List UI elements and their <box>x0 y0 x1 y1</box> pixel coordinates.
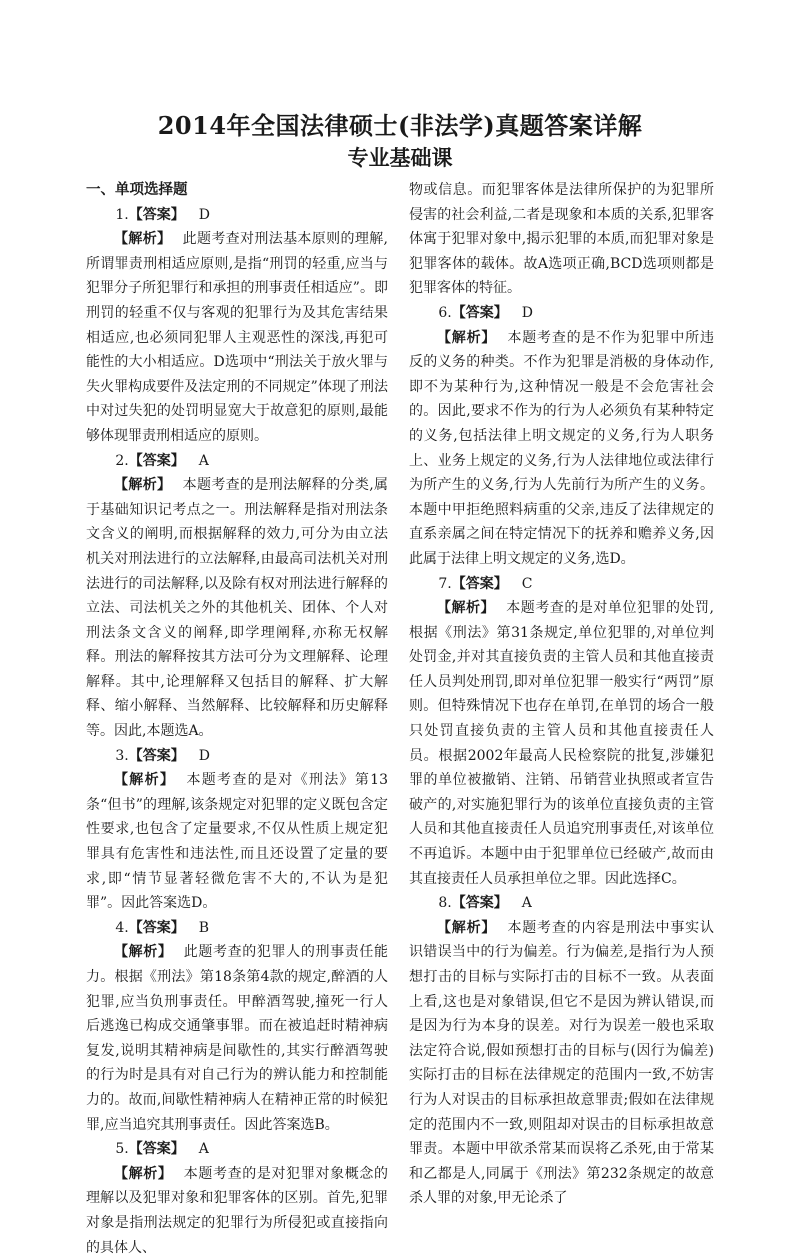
explanation-q5-continued: 物或信息。而犯罪客体是法律所保护的为犯罪所侵害的社会利益,二者是现象和本质的关系,犯罪客体寓于犯罪对象中,揭示犯罪的本质,而犯罪对象是犯罪客体的载体。故A选项正确,BCD选项则都是犯罪客体的特征。 <box>409 182 714 297</box>
answer-line-q2: 2.【答案】 A <box>115 452 209 469</box>
section-heading: 一、单项选择题 <box>86 182 188 198</box>
explanation-q3: 【解析】 本题考查的是对《刑法》第13条“但书”的理解,该条规定对犯罪的定义既包含定性要求,也包含了定量要求,不仅从性质上规定犯罪具有危害性和违法性,而且还设置了定量的要求,即“情节显著轻微危害不大的,不认为是犯罪”。因此答案选D。 <box>86 772 388 912</box>
explanation-q4: 【解析】 此题考查的犯罪人的刑事责任能力。根据《刑法》第18条第4款的规定,醉酒的人犯罪,应当负刑事责任。甲醉酒驾驶,撞死一行人后逃逸已构成交通肇事罪。而在被追赶时精神病复发,说明其精神病是间歇性的,其实行醉酒驾驶的行为时是具有对自己行为的辨认能力和控制能力的。故而,间歇性精神病人在精神正常的时候犯罪,应当追究其刑事责任。因此答案选B。 <box>86 944 389 1133</box>
explanation-q6: 【解析】 本题考查的是不作为犯罪中所违反的义务的种类。不作为犯罪是消极的身体动作,即不为某种行为,这种情况一般是不会危害社会的。因此,要求不作为的行为人必须负有某种特定的义务,包括法律上明文规定的义务,行为人职务上、业务上规定的义务,行为人法律地位或法律行为所产生的义务,行为人先前行为所产生的义务。本题中甲拒绝照料病重的父亲,违反了法律规定的直系亲属之间在特定情况下的抚养和赡养义务,因此属于法律上明文规定的义务,选D。 <box>409 329 714 567</box>
page-subtitle: 专业基础课 <box>347 146 453 170</box>
explanation-q8: 【解析】 本题考查的内容是刑法中事实认识错误当中的行为偏差。行为偏差,是指行为人预想打击的目标与实际打击的目标不一致。从表面上看,这也是对象错误,但它不是因为辨认错误,而是因为行为本身的误差。对行为误差一般也采取法定符合说,假如预想打击的目标与(因行为偏差)实际打击的目标在法律规定的范围内一致,不妨害行为人对误击的目标承担故意罪责;假如在法律规定的范围内不一致,则阻却对误击的目标承担故意罪责。本题中甲欲杀常某而误将乙杀死,由于常某和乙都是人,同属于《刑法》第232条规定的故意杀人罪的对象,甲无论杀了 <box>409 919 714 1207</box>
left-column <box>86 178 388 1260</box>
answer-line-q4: 4.【答案】 B <box>115 919 210 936</box>
answer-line-q8: 8.【答案】 A <box>438 895 532 912</box>
answer-line-q5: 5.【答案】 A <box>115 1141 209 1158</box>
answer-line-q6: 6.【答案】 D <box>438 304 533 321</box>
right-column <box>409 178 714 1211</box>
page-title: 2014年全国法律硕士(非法学)真题答案详解 <box>157 111 643 140</box>
explanation-q5: 【解析】 本题考查的是对犯罪对象概念的理解以及犯罪对象和犯罪客体的区别。首先,犯罪对象是指刑法规定的犯罪行为所侵犯或直接指向的具体人、 <box>86 1165 389 1256</box>
explanation-q2: 【解析】 本题考查的是刑法解释的分类,属于基础知识记考点之一。刑法解释是指对刑法条文含义的阐明,而根据解释的效力,可分为由立法机关对刑法进行的立法解释,由最高司法机关对刑法进行的司法解释,以及除有权对刑法进行解释的立法、司法机关之外的其他机关、团体、个人对刑法条文含义的阐释,即学理阐释,亦称无权解释。刑法的解释按其方法可分为文理解释、论理解释。其中,论理解释又包括目的解释、扩大解释、缩小解释、当然解释、比较解释和历史解释等。因此,本题选A。 <box>86 477 389 740</box>
explanation-q1: 【解析】 此题考查对刑法基本原则的理解,所谓罪责刑相适应原则,是指“刑罚的轻重,应当与犯罪分子所犯罪行和承担的刑事责任相适应”。即刑罚的轻重不仅与客观的犯罪行为及其危害结果相适应,也必须同犯罪人主观恶性的深浅,再犯可能性的大小相适应。D选项中“刑法关于放火罪与失火罪构成要件及法定刑的不同规定”体现了刑法中对过失犯的处罚明显宽大于故意犯的原则,最能够体现罪责刑相适应的原则。 <box>86 231 389 444</box>
answer-line-q3: 3.【答案】 D <box>115 747 210 764</box>
answer-line-q7: 7.【答案】 C <box>438 575 533 592</box>
explanation-q7: 【解析】 本题考查的是对单位犯罪的处罚,根据《刑法》第31条规定,单位犯罪的,对单位判处罚金,并对其直接负责的主管人员和其他直接责任人员判处刑罚,即对单位犯罪一般实行“两罚”原则。但特殊情况下也存在单罚,在单罚的场合一般只处罚直接负责的主管人员和其他直接责任人员。根据2002年最高人民检察院的批复,涉嫌犯罪的单位被撤销、注销、吊销营业执照或者宣告破产的,对实施犯罪行为的该单位直接负责的主管人员和其他直接责任人员追究刑事责任,对该单位不再追诉。本题中由于犯罪单位已经破产,故而由其直接责任人员承担单位之罪。因此选择C。 <box>409 600 715 887</box>
answer-line-q1: 1.【答案】 D <box>115 206 210 223</box>
